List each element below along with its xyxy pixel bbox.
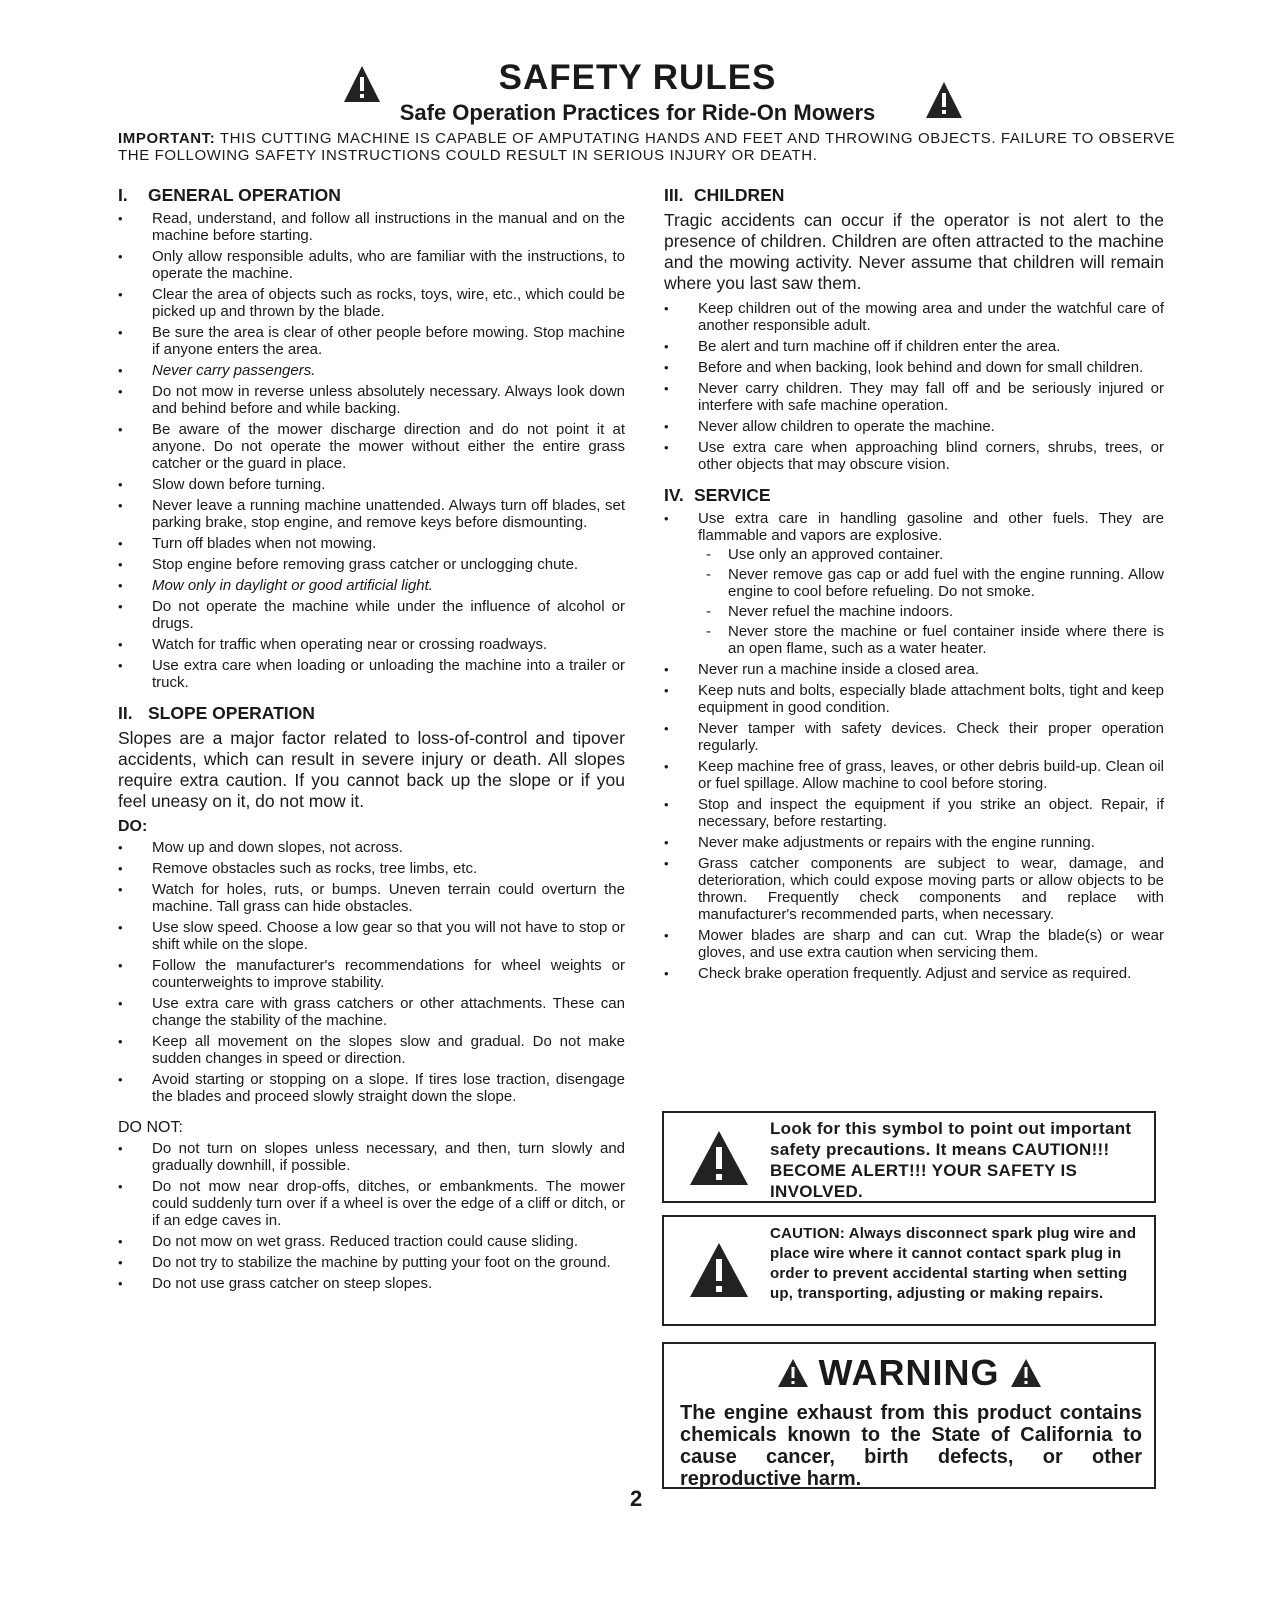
list-item: • Be sure the area is clear of other people before mowing. Stop machine if anyone enters the area.	[118, 324, 625, 358]
list-item: • Stop and inspect the equipment if you strike an object. Repair, if necessary, before restarting.	[664, 796, 1164, 830]
list-item: • Before and when backing, look behind and down for small children.	[664, 359, 1164, 376]
list-item: • Never run a machine inside a closed area.	[664, 661, 1164, 678]
section-title: SERVICE	[694, 485, 771, 505]
list-item: • Use extra care in handling gasoline and other fuels. They are flammable and vapors are explosive. - Use only an approved container. - Never remove gas cap or add fuel with the engine running. Allow engine to cool before refueling. Do not smoke. - Never refuel the machine indoors. - Never store the machine or fuel container inside where there is an open flame, such as a water heater.	[664, 510, 1164, 657]
section-heading-service	[664, 487, 1164, 504]
sub-list-item: - Use only an approved container.	[698, 546, 1164, 563]
list-item: • Use slow speed. Choose a low gear so that you will not have to stop or shift while on the slope.	[118, 919, 625, 953]
list-item: • Follow the manufacturer's recommendations for wheel weights or counterweights to improve stability.	[118, 957, 625, 991]
caution-text: CAUTION: Always disconnect spark plug wire and place wire where it cannot contact spark plug in order to prevent accidental starting when setting up, transporting, adjusting or making repairs.	[770, 1225, 1137, 1302]
list-item: • Check brake operation frequently. Adjust and service as required.	[664, 965, 1164, 982]
list-item: • Mow up and down slopes, not across.	[118, 839, 625, 856]
do-heading: DO:	[118, 818, 148, 835]
warning-title: WARNING	[818, 1352, 1000, 1393]
warning-triangle-icon	[1010, 1358, 1042, 1388]
general-operation-list	[118, 210, 625, 691]
list-item: • Use extra care when approaching blind corners, shrubs, trees, or other objects that may obscure vision.	[664, 439, 1164, 473]
list-item: • Keep all movement on the slopes slow and gradual. Do not make sudden changes in speed or direction.	[118, 1033, 625, 1067]
list-item: • Never leave a running machine unattended. Always turn off blades, set parking brake, stop engine, and remove keys before dismounting.	[118, 497, 625, 531]
section-heading-general	[118, 187, 625, 204]
caution-box	[662, 1215, 1156, 1326]
list-item: • Never make adjustments or repairs with the engine running.	[664, 834, 1164, 851]
section-title: SLOPE OPERATION	[148, 703, 315, 723]
warning-text: The engine exhaust from this product contains chemicals known to the State of California to cause cancer, birth defects, or other reproductive harm.	[680, 1402, 1142, 1490]
list-item: • Only allow responsible adults, who are familiar with the instructions, to operate the machine.	[118, 248, 625, 282]
list-item: • Remove obstacles such as rocks, tree limbs, etc.	[118, 860, 625, 877]
children-list	[664, 300, 1164, 473]
subtitle-row	[0, 100, 1275, 126]
list-item: • Keep children out of the mowing area and under the watchful care of another responsible adult.	[664, 300, 1164, 334]
warning-triangle-icon	[777, 1358, 809, 1388]
list-item: • Turn off blades when not mowing.	[118, 535, 625, 552]
list-item: • Keep machine free of grass, leaves, or other debris build-up. Clean oil or fuel spillage. Allow machine to cool before storing.	[664, 758, 1164, 792]
page-number: 2	[630, 1486, 643, 1511]
safety-symbol-box	[662, 1111, 1156, 1203]
warning-triangle-icon	[688, 1241, 750, 1299]
section-number: III.	[664, 185, 684, 205]
sub-list-item: - Never store the machine or fuel container inside where there is an open flame, such as a water heater.	[698, 623, 1164, 657]
list-item: • Do not turn on slopes unless necessary, and then, turn slowly and gradually downhill, if possible.	[118, 1140, 625, 1174]
list-item: • Never carry children. They may fall off and be seriously injured or interfere with safe machine operation.	[664, 380, 1164, 414]
list-item: • Never tamper with safety devices. Check their proper operation regularly.	[664, 720, 1164, 754]
list-item: • Watch for holes, ruts, or bumps. Uneven terrain could overturn the machine. Tall grass can hide obstacles.	[118, 881, 625, 915]
page-title: SAFETY RULES	[498, 58, 777, 97]
section-number: IV.	[664, 485, 684, 505]
important-notice	[118, 130, 1178, 164]
list-item: • Do not mow in reverse unless absolutely necessary. Always look down and behind before and while backing.	[118, 383, 625, 417]
slope-do-not-list	[118, 1140, 625, 1292]
service-list	[664, 510, 1164, 982]
warning-box	[662, 1342, 1156, 1489]
list-item: • Never carry passengers.	[118, 362, 625, 379]
list-item: • Do not mow near drop-offs, ditches, or embankments. The mower could suddenly turn over if a wheel is over the edge of a cliff or ditch, or if an edge caves in.	[118, 1178, 625, 1229]
list-item: • Grass catcher components are subject to wear, damage, and deterioration, which could expose moving parts or allow objects to be thrown. Frequently check components and replace with manufacturer's recommended parts, when necessary.	[664, 855, 1164, 923]
list-item: • Do not mow on wet grass. Reduced traction could cause sliding.	[118, 1233, 625, 1250]
slope-do-list	[118, 839, 625, 1105]
list-item: • Avoid starting or stopping on a slope. If tires lose traction, disengage the blades and proceed slowly straight down the slope.	[118, 1071, 625, 1105]
left-column	[118, 187, 625, 1306]
list-item: • Do not operate the machine while under the influence of alcohol or drugs.	[118, 598, 625, 632]
warning-heading	[664, 1352, 1154, 1394]
important-label: IMPORTANT:	[118, 130, 216, 147]
section-heading-children	[664, 187, 1164, 204]
list-item: • Do not use grass catcher on steep slopes.	[118, 1275, 625, 1292]
list-item: • Stop engine before removing grass catcher or unclogging chute.	[118, 556, 625, 573]
list-item: • Keep nuts and bolts, especially blade attachment bolts, tight and keep equipment in good condition.	[664, 682, 1164, 716]
list-item: • Use extra care with grass catchers or other attachments. These can change the stability of the machine.	[118, 995, 625, 1029]
slope-intro: Slopes are a major factor related to loss-of-control and tipover accidents, which can result in severe injury or death. All slopes require extra caution. If you cannot back up the slope or if you feel uneasy on it, do not mow it.	[118, 728, 625, 811]
list-item: • Slow down before turning.	[118, 476, 625, 493]
do-not-heading: DO NOT:	[118, 1119, 183, 1136]
list-item: • Be alert and turn machine off if children enter the area.	[664, 338, 1164, 355]
list-item: • Watch for traffic when operating near or crossing roadways.	[118, 636, 625, 653]
section-title: GENERAL OPERATION	[148, 185, 341, 205]
section-title: CHILDREN	[694, 185, 785, 205]
section-number: II.	[118, 703, 133, 723]
list-item: • Clear the area of objects such as rocks, toys, wire, etc., which could be picked up and thrown by the blade.	[118, 286, 625, 320]
page-subtitle: Safe Operation Practices for Ride-On Mowers	[399, 100, 876, 125]
right-column	[664, 187, 1164, 996]
important-text: THIS CUTTING MACHINE IS CAPABLE OF AMPUTATING HANDS AND FEET AND THROWING OBJECTS. FAILURE TO OBSERVE THE FOLLOWING SAFETY INSTRUCTIONS COULD RESULT IN SERIOUS INJURY OR DEATH.	[118, 130, 1176, 164]
safety-symbol-text: Look for this symbol to point out important safety precautions. It means CAUTION!!! BECOME ALERT!!! YOUR SAFETY IS INVOLVED.	[770, 1119, 1132, 1201]
section-heading-slope	[118, 705, 625, 722]
section-number: I.	[118, 185, 128, 205]
list-item: • Do not try to stabilize the machine by putting your foot on the ground.	[118, 1254, 625, 1271]
list-item: • Read, understand, and follow all instructions in the manual and on the machine before starting.	[118, 210, 625, 244]
list-item: • Never allow children to operate the machine.	[664, 418, 1164, 435]
list-item: • Be aware of the mower discharge direction and do not point it at anyone. Do not operate the mower without either the entire grass catcher or the guard in place.	[118, 421, 625, 472]
list-item: • Mow only in daylight or good artificial light.	[118, 577, 625, 594]
sub-list-item: - Never remove gas cap or add fuel with the engine running. Allow engine to cool before refueling. Do not smoke.	[698, 566, 1164, 600]
list-item: • Mower blades are sharp and can cut. Wrap the blade(s) or wear gloves, and use extra caution when servicing them.	[664, 927, 1164, 961]
children-intro: Tragic accidents can occur if the operator is not alert to the presence of children. Children are often attracted to the machine and the mowing activity. Never assume that children will remain where you last saw them.	[664, 210, 1164, 293]
warning-triangle-icon	[688, 1129, 750, 1187]
list-item: • Use extra care when loading or unloading the machine into a trailer or truck.	[118, 657, 625, 691]
fuel-sublist	[698, 546, 1164, 657]
sub-list-item: - Never refuel the machine indoors.	[698, 603, 1164, 620]
